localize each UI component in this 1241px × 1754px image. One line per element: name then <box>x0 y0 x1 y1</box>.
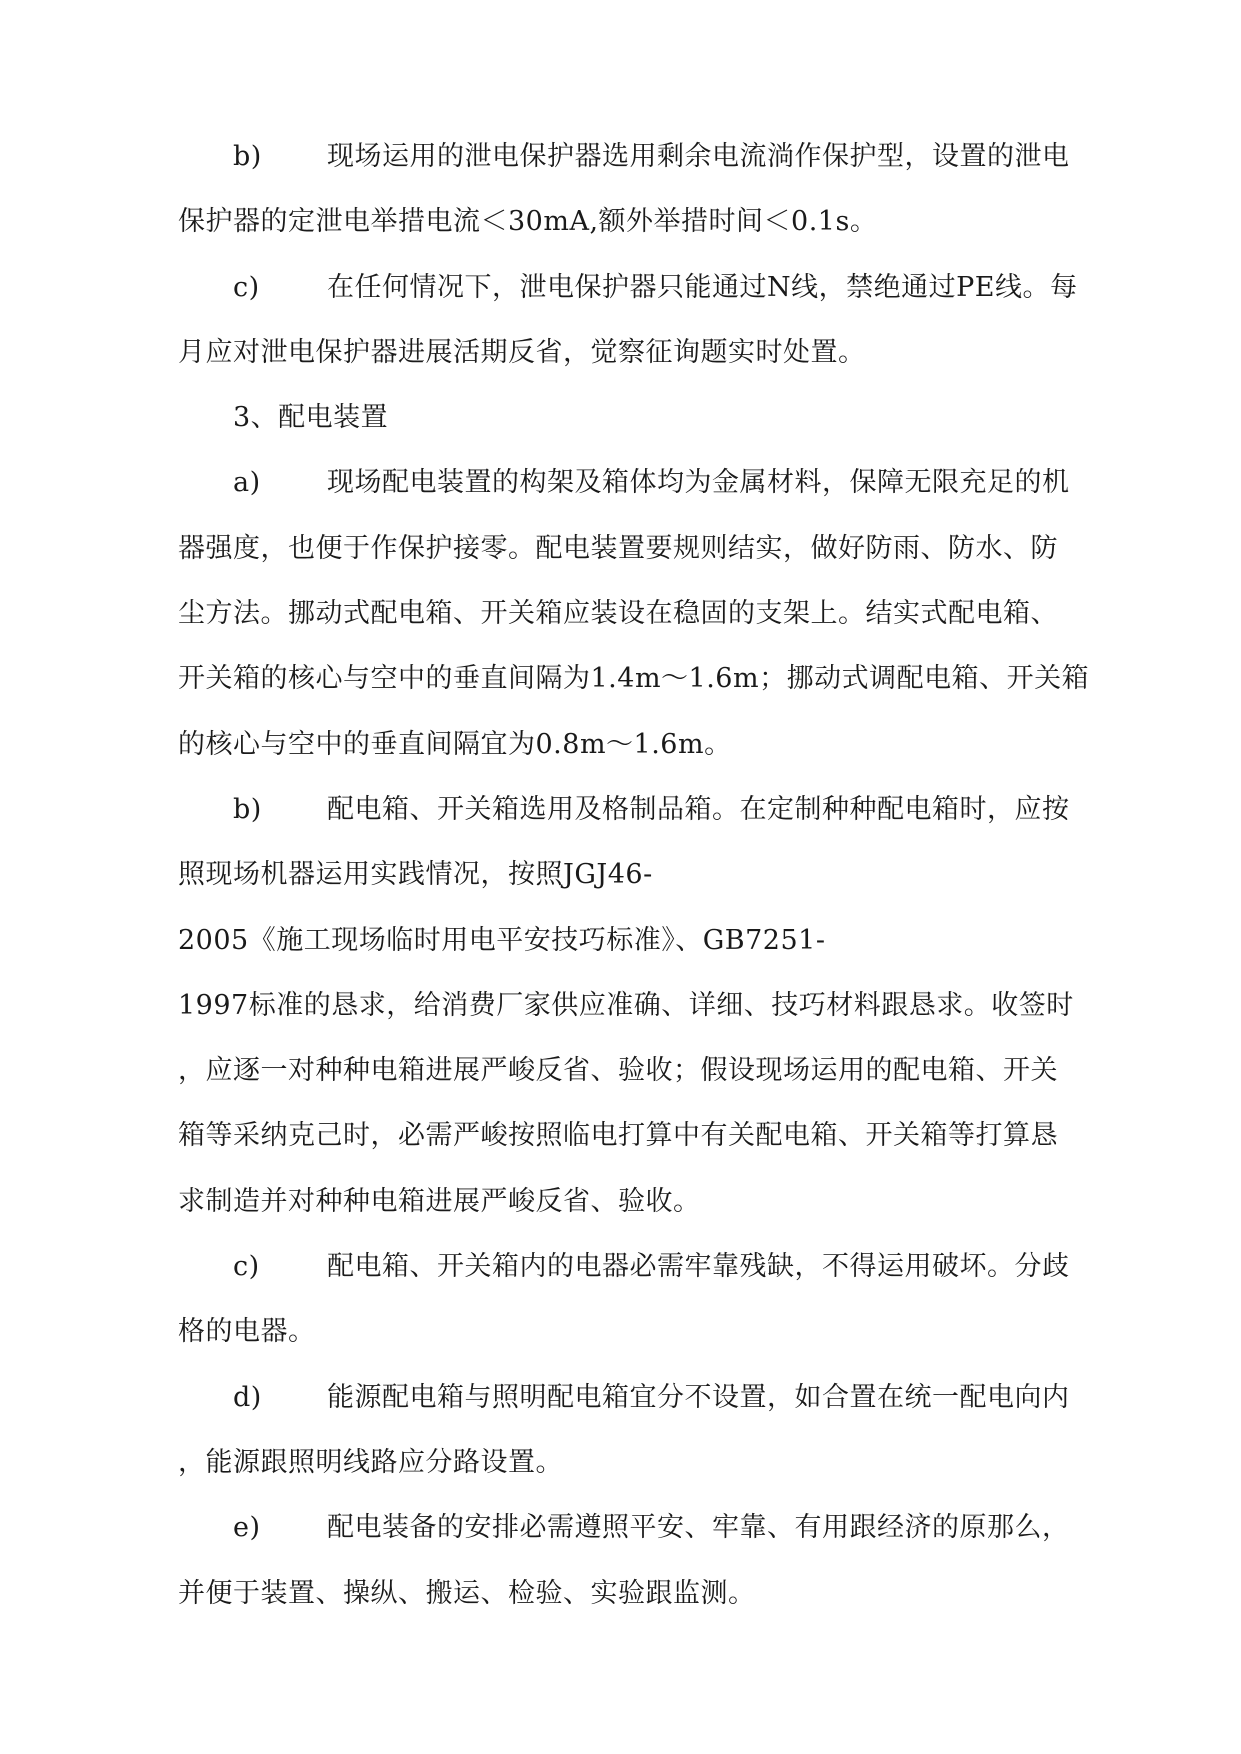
paragraph-line <box>178 1234 1108 1299</box>
paragraph-line <box>178 320 1108 385</box>
line-text: 格的电器。 <box>178 1316 316 1348</box>
line-text: 箱等采纳克己时，必需严峻按照临电打算中有关配电箱、开关箱等打算恳 <box>178 1120 1058 1152</box>
line-text: 配电装备的安排必需遵照平安、牢靠、有用跟经济的原那么， <box>327 1512 1070 1544</box>
list-marker: b) <box>233 141 262 172</box>
paragraph-line <box>178 189 1108 254</box>
paragraph-line <box>178 777 1108 842</box>
line-text: 配电箱、开关箱内的电器必需牢靠残缺，不得运用破坏。分歧 <box>327 1251 1070 1283</box>
line-text: 配电箱、开关箱选用及格制品箱。在定制种种配电箱时，应按 <box>327 793 1070 825</box>
line-text: 尘方法。挪动式配电箱、开关箱应装设在稳固的支架上。结实式配电箱、 <box>178 598 1058 630</box>
line-text: 在任何情况下，泄电保护器只能通过N线，禁绝通过PE线。每 <box>327 271 1078 303</box>
list-marker: a) <box>233 467 261 499</box>
body-text <box>178 124 1108 1626</box>
paragraph-line <box>178 581 1108 646</box>
line-text: 现场运用的泄电保护器选用剩余电流淌作保护型，设置的泄电 <box>327 141 1070 172</box>
list-marker: d) <box>233 1381 262 1413</box>
paragraph-line <box>178 973 1108 1038</box>
paragraph-line <box>178 1430 1108 1495</box>
paragraph-line <box>178 1495 1108 1560</box>
paragraph-line <box>178 712 1108 777</box>
paragraph-line <box>178 516 1108 581</box>
paragraph-line <box>178 1561 1108 1626</box>
paragraph-line <box>178 1103 1108 1168</box>
paragraph-line <box>178 908 1108 973</box>
line-text: 开关箱的核心与空中的垂直间隔为1.4m～1.6m；挪动式调配电箱、开关箱 <box>178 663 1090 695</box>
paragraph-line <box>178 124 1108 189</box>
list-marker: e) <box>233 1512 261 1544</box>
paragraph-line <box>178 1299 1108 1364</box>
line-text: ，能源跟照明线路应分路设置。 <box>178 1446 563 1478</box>
line-text: 1997标准的恳求，给消费厂家供应准确、详细、技巧材料跟恳求。收签时 <box>178 989 1074 1021</box>
paragraph-line <box>178 842 1108 907</box>
line-text: 能源配电箱与照明配电箱宜分不设置，如合置在统一配电向内 <box>327 1381 1070 1413</box>
line-text: ，应逐一对种种电箱进展严峻反省、验收；假设现场运用的配电箱、开关 <box>178 1055 1058 1087</box>
list-marker: b) <box>233 793 262 825</box>
line-text: 的核心与空中的垂直间隔宜为0.8m～1.6m。 <box>178 728 732 760</box>
line-text: 并便于装置、操纵、搬运、检验、实验跟监测。 <box>178 1577 756 1609</box>
line-text: 月应对泄电保护器进展活期反省，觉察征询题实时处置。 <box>178 336 866 368</box>
heading-text: 3、配电装置 <box>233 402 389 434</box>
line-text: 求制造并对种种电箱进展严峻反省、验收。 <box>178 1185 701 1217</box>
paragraph-line <box>178 1365 1108 1430</box>
paragraph-line <box>178 646 1108 711</box>
paragraph-line <box>178 450 1108 515</box>
line-text: 照现场机器运用实践情况，按照JGJ46- <box>178 859 653 891</box>
section-heading <box>178 385 1108 450</box>
paragraph-line <box>178 1038 1108 1103</box>
line-text: 器强度，也便于作保护接零。配电装置要规则结实，做好防雨、防水、防 <box>178 532 1058 564</box>
line-text: 保护器的定泄电举措电流＜30mA,额外举措时间＜0.1s。 <box>178 206 878 238</box>
line-text: 现场配电装置的构架及箱体均为金属材料，保障无限充足的机 <box>327 467 1070 499</box>
list-marker: c) <box>233 1251 260 1283</box>
paragraph-line <box>178 255 1108 320</box>
paragraph-line <box>178 1169 1108 1234</box>
list-marker: c) <box>233 271 260 303</box>
line-text: 2005《施工现场临时用电平安技巧标准》、GB7251- <box>178 924 826 956</box>
